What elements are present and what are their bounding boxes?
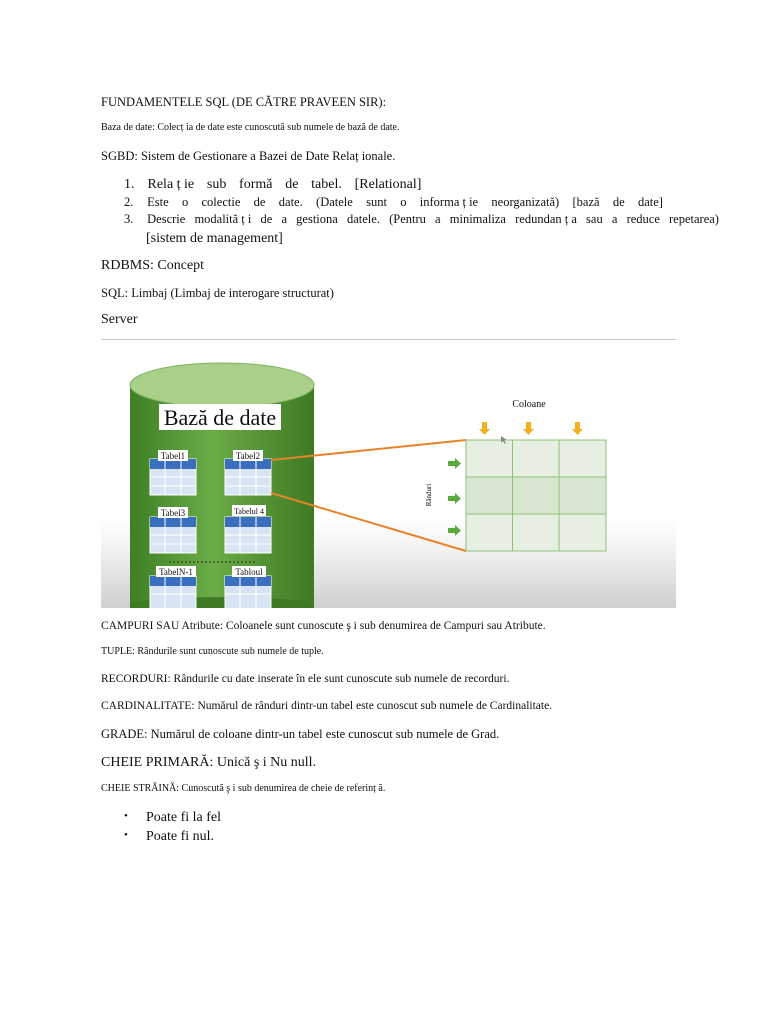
baza-de-date-definition: Baza de date: Colecț ia de date este cunoscută sub numele de bază de date. <box>101 122 400 133</box>
list-word: sunt <box>366 195 387 209</box>
document-title: FUNDAMENTELE SQL (DE CĂTRE PRAVEEN SIR): <box>101 95 387 109</box>
cardinalitate-definition: CARDINALITATE: Numărul de rânduri dintr-un tabel este cunoscut sub numele de Cardinalitate. <box>101 700 553 712</box>
list-word: neorganizată) <box>491 195 560 209</box>
list-word: gestiona <box>296 212 338 226</box>
sgbd-definition: SGBD: Sistem de Gestionare a Bazei de Date Relaț ionale. <box>101 149 396 163</box>
horizontal-rule <box>101 339 676 340</box>
bullet-text: Poate fi nul. <box>146 829 215 844</box>
list-word: Este <box>147 195 169 209</box>
list-number: 2. <box>124 195 134 209</box>
table-grid <box>466 440 606 551</box>
server-line: Server <box>101 312 138 327</box>
list-word: modalită ț i <box>194 212 252 226</box>
bullet-text: Poate fi la fel <box>146 810 222 825</box>
cheie-primara-definition: CHEIE PRIMARĂ: Unică ş i Nu null. <box>101 755 317 770</box>
table-label: Tabelul 4 <box>234 507 264 516</box>
list-word: [Relational] <box>354 177 422 192</box>
list-item-1 <box>124 177 422 193</box>
database-diagram <box>101 347 676 608</box>
list-word: date. <box>278 195 303 209</box>
list-word: [bază <box>572 195 600 209</box>
list-word: a <box>611 212 618 226</box>
database-title: Bază de date <box>163 405 277 430</box>
bullet-icon: • <box>124 829 128 841</box>
columns-label: Coloane <box>512 399 546 410</box>
tuple-definition: TUPLE: Rândurile sunt cunoscute sub numele de tuple. <box>101 646 324 657</box>
list-word: de <box>253 195 266 209</box>
rdbms-line: RDBMS: Concept <box>101 258 205 273</box>
list-word: de <box>285 177 299 192</box>
sql-line: SQL: Limbaj (Limbaj de interogare structurat) <box>101 286 334 300</box>
list-item-3 <box>124 212 719 227</box>
list-item-2 <box>124 195 663 210</box>
database-figure <box>101 347 676 608</box>
list-word: date] <box>637 195 663 209</box>
list-word: o <box>400 195 407 209</box>
list-item-3-continuation: [sistem de management] <box>146 231 283 246</box>
table-label: Tabel2 <box>235 451 261 461</box>
list-word: datele. <box>346 212 380 226</box>
cheie-straina-definition: CHEIE STRĂINĂ: Cunoscută ş i sub denumirea de cheie de referinț ă. <box>101 783 386 794</box>
table-label: TabelN-1 <box>159 567 193 577</box>
campuri-definition: CAMPURI SAU Atribute: Coloanele sunt cunoscute ş i sub denumirea de Campuri sau Atribute. <box>101 620 546 632</box>
table-label: Tabel3 <box>160 508 186 518</box>
list-word: tabel. <box>311 177 342 192</box>
database-cylinder-top <box>130 363 314 407</box>
list-word: Descrie <box>147 212 186 226</box>
list-word: o <box>181 195 189 209</box>
list-word: de <box>612 195 625 209</box>
table-tabeln-1 <box>150 566 196 608</box>
recorduri-definition: RECORDURI: Rândurile cu date inserate în ele sunt cunoscute sub numele de recorduri. <box>101 673 510 685</box>
list-number: 1. <box>124 177 135 192</box>
list-word: minimaliza <box>449 212 506 226</box>
list-word: sub <box>206 177 227 192</box>
list-word: Rela ț ie <box>147 177 195 192</box>
bullet-item <box>124 829 214 845</box>
list-word: colectie <box>201 195 241 209</box>
table-label: Tabloul <box>235 567 263 577</box>
list-word: formă <box>239 177 273 192</box>
table-label: Tabel1 <box>160 451 186 461</box>
list-word: sau <box>586 212 603 226</box>
list-word: reduce <box>626 212 660 226</box>
list-word: a <box>435 212 441 226</box>
list-word: (Datele <box>316 195 353 209</box>
list-word: repetarea) <box>669 212 719 226</box>
bullet-icon: • <box>124 810 128 822</box>
list-word: redundan ț a <box>515 212 577 226</box>
list-word: de <box>260 212 273 226</box>
list-word: informa ț ie <box>419 195 479 209</box>
bullet-item <box>124 810 221 826</box>
grade-definition: GRADE: Numărul de coloane dintr-un tabel este cunoscut sub numele de Grad. <box>101 727 500 741</box>
list-word: a <box>281 212 288 226</box>
list-number: 3. <box>124 212 134 226</box>
rows-label: Rânduri <box>425 483 433 507</box>
list-word: (Pentru <box>389 212 426 226</box>
